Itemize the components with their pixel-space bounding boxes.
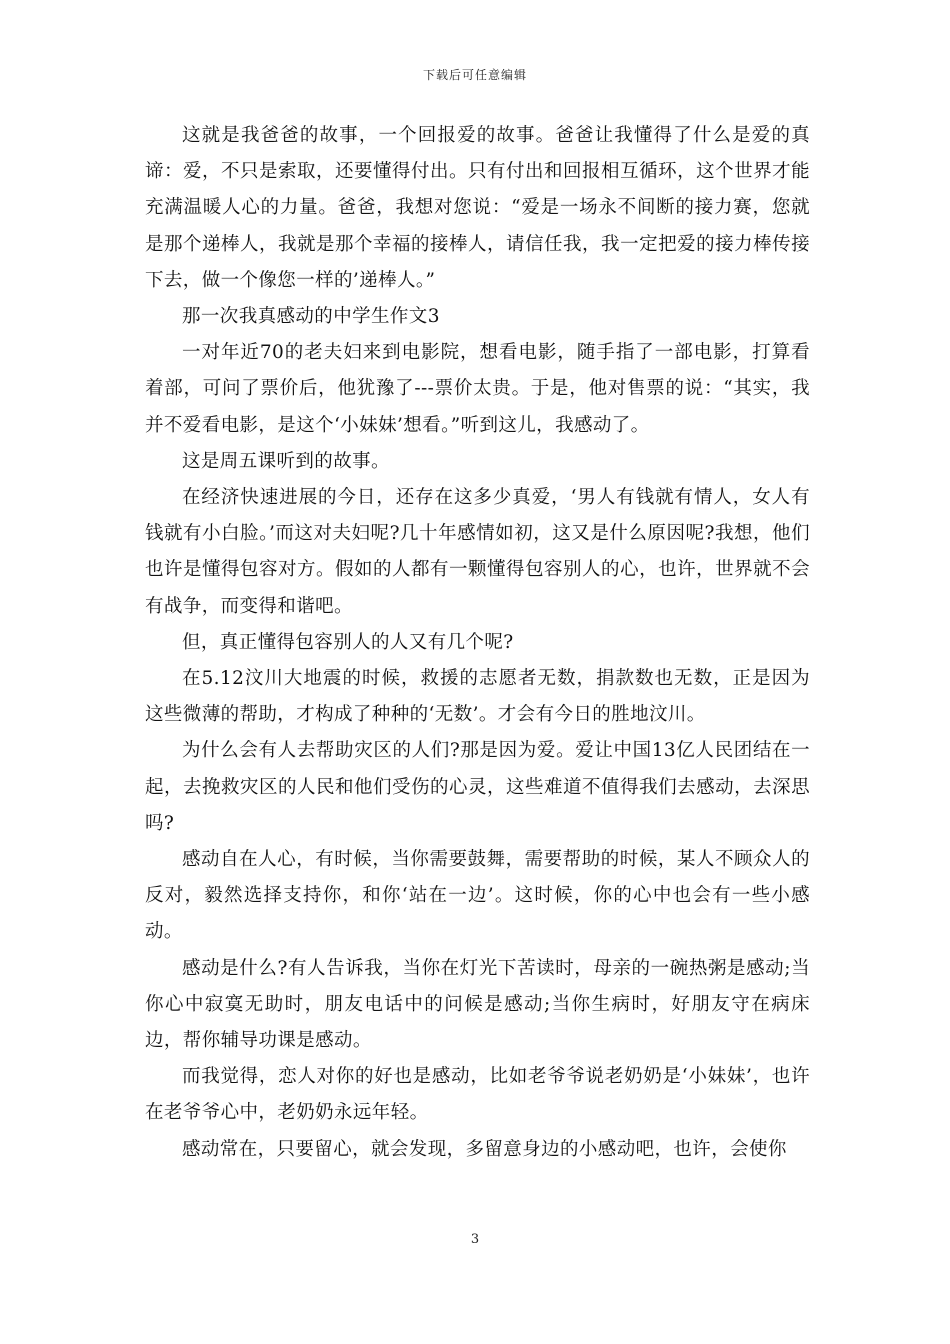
page-number: 3 (470, 1232, 480, 1247)
paragraph-2: 一对年近70的老夫妇来到电影院，想看电影，随手指了一部电影，打算看着部，可问了票价后，他犹豫了---票价太贵。于是，他对售票的说：“其实，我并不爱看电影，是这个‘小妹妹’想看。”听到这儿，我感动了。 (145, 342, 810, 436)
paragraph-10: 而我觉得，恋人对你的好也是感动，比如老爷爷说老奶奶是‘小妹妹’，也许在老爷爷心中，老奶奶永远年轻。 (145, 1066, 810, 1124)
paragraph-5: 但，真正懂得包容别人的人又有几个呢? (182, 631, 514, 653)
paragraph-11: 感动常在，只要留心，就会发现，多留意身边的小感动吧，也许，会使你 (182, 1138, 787, 1160)
paragraph-3: 这是周五课听到的故事。 (182, 450, 390, 472)
paragraph-8: 感动自在人心，有时候，当你需要鼓舞，需要帮助的时候，某人不顾众人的反对，毅然选择支持你，和你‘站在一边’。这时候，你的心中也会有一些小感动。 (145, 849, 810, 943)
document-body (145, 118, 810, 1168)
paragraph-6: 在5.12汶川大地震的时候，救援的志愿者无数，捐款数也无数，正是因为这些微薄的帮助，才构成了种种的‘无数’。才会有今日的胜地汶川。 (145, 668, 810, 726)
paragraph-9: 感动是什么?有人告诉我，当你在灯光下苦读时，母亲的一碗热粥是感动;当你心中寂寞无助时，朋友电话中的问候是感动;当你生病时，好朋友守在病床边，帮你辅导功课是感动。 (145, 957, 810, 1052)
paragraph-4: 在经济快速进展的今日，还存在这多少真爱，‘男人有钱就有情人，女人有钱就有小白脸。’而这对夫妇呢?几十年感情如初，这又是什么原因呢?我想，他们也许是懂得包容对方。假如的人都有一颗懂得包容别人的心，也许，世界就不会有战争，而变得和谐吧。 (145, 487, 810, 617)
page-header: 下载后可任意编辑 (422, 68, 527, 82)
section-heading: 那一次我真感动的中学生作文3 (182, 306, 440, 328)
paragraph-7: 为什么会有人去帮助灾区的人们?那是因为爱。爱让中国13亿人民团结在一起，去挽救灾区的人民和他们受伤的心灵，这些难道不值得我们去感动，去深思吗? (145, 740, 810, 834)
paragraph-1: 这就是我爸爸的故事，一个回报爱的故事。爸爸让我懂得了什么是爱的真谛：爱，不只是索取，还要懂得付出。只有付出和回报相互循环，这个世界才能充满温暖人心的力量。爸爸，我想对您说：“爱是一场永不间断的接力赛，您就是那个递棒人，我就是那个幸福的接棒人，请信任我，我一定把爱的接力棒传接下去，做一个像您一样的’递棒人。” (145, 125, 810, 291)
